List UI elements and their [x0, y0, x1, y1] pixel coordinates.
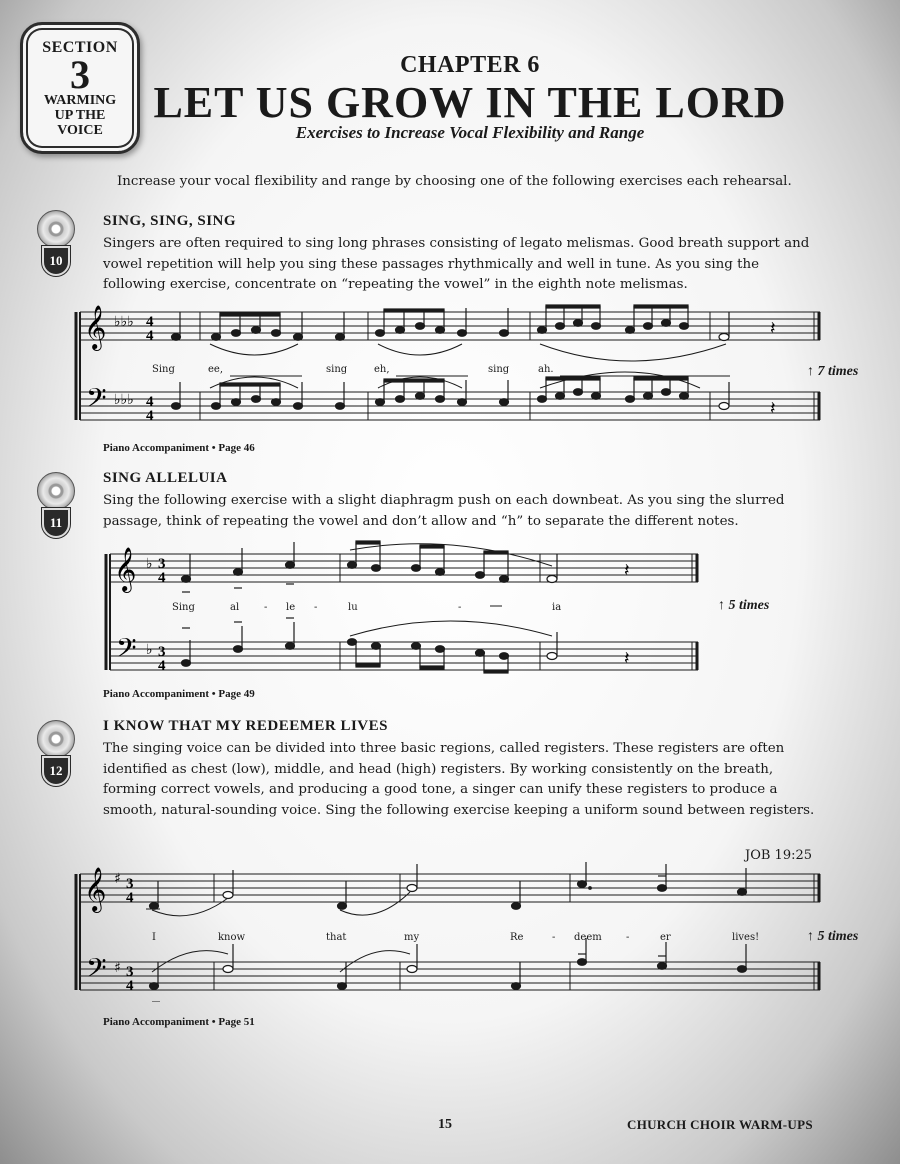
svg-text:4: 4: [126, 978, 134, 994]
intro-paragraph: Increase your vocal flexibility and range by choosing one of the following exercises each rehearsal.: [117, 174, 792, 189]
svg-text:3: 3: [126, 876, 134, 892]
section-label: SECTION: [42, 39, 118, 56]
repeat-text: 7 times: [817, 364, 859, 379]
svg-text:♯: ♯: [114, 960, 121, 976]
lyric: know: [218, 932, 246, 943]
lyric: sing: [326, 364, 348, 375]
book-title: CHURCH CHOIR WARM-UPS: [627, 1117, 813, 1132]
svg-text:4: 4: [146, 394, 154, 410]
svg-text:𝄢: 𝄢: [86, 952, 107, 990]
svg-text:𝄽: 𝄽: [624, 648, 630, 669]
section-badge: [20, 22, 140, 154]
chapter-label: CHAPTER 6: [400, 52, 540, 78]
cd-disc-icon: [37, 210, 75, 248]
track-number: 12: [42, 756, 70, 786]
lyric: lu: [348, 602, 358, 613]
svg-text:3: 3: [158, 644, 166, 660]
piano-accompaniment-ref: Piano Accompaniment • Page 51: [103, 1016, 255, 1028]
lyric: -: [626, 932, 630, 943]
svg-text:𝄽: 𝄽: [770, 318, 776, 339]
scripture-reference: JOB 19:25: [745, 848, 813, 863]
lyric: er: [660, 932, 671, 943]
exercise-title: SING, SING, SING: [103, 213, 237, 229]
lyric: Re: [510, 932, 524, 943]
lyric: lives!: [732, 932, 760, 943]
svg-text:4: 4: [146, 314, 154, 330]
svg-text:4: 4: [146, 408, 154, 424]
svg-text:𝄽: 𝄽: [770, 398, 776, 419]
section-name-line1: WARMING: [43, 93, 117, 108]
exercise-description: The singing voice can be divided into three basic regions, called registers. These registers are often identified as chest (low), middle, and head (high) registers. By working consistently on the breath, forming correct vowels, and producing a good tone, a singer can unify these registers to produce a smooth, natural-sounding voice. Sing the following exercise keeping a uniform sound between registers.: [103, 741, 815, 818]
music-score: [70, 300, 840, 435]
svg-text:𝄽: 𝄽: [624, 560, 630, 581]
lyric: Sing: [152, 364, 175, 375]
svg-text:𝄞: 𝄞: [84, 867, 107, 911]
lyric: -: [552, 932, 556, 943]
lyric: -: [264, 602, 268, 613]
svg-text:𝄢: 𝄢: [116, 632, 137, 670]
cd-track-icon[interactable]: [35, 472, 77, 542]
piano-accompaniment-ref: Piano Accompaniment • Page 49: [103, 688, 255, 700]
section-name-line3: VOICE: [57, 123, 103, 138]
lyric: al: [230, 602, 240, 613]
track-number: 11: [42, 508, 70, 538]
lyric: -: [458, 602, 462, 613]
lyric: ah.: [538, 364, 554, 375]
repeat-count: ↑ 7 times: [807, 364, 859, 379]
section-number: 3: [70, 52, 90, 97]
repeat-count: ↑ 5 times: [807, 929, 859, 944]
svg-text:4: 4: [126, 890, 134, 906]
svg-text:♭♭♭: ♭♭♭: [114, 314, 134, 330]
piano-accompaniment-ref: Piano Accompaniment • Page 46: [103, 442, 255, 454]
cd-track-icon[interactable]: [35, 720, 77, 790]
lyric: that: [326, 932, 347, 943]
lyric: -: [314, 602, 318, 613]
svg-text:𝄢: 𝄢: [86, 382, 107, 420]
lyric: deem: [574, 932, 602, 943]
svg-text:♭♭♭: ♭♭♭: [114, 392, 134, 408]
chapter-subtitle: Exercises to Increase Vocal Flexibility and Range: [295, 123, 645, 142]
svg-text:3: 3: [126, 964, 134, 980]
lyric: my: [404, 932, 420, 943]
repeat-count: ↑ 5 times: [718, 598, 770, 613]
lyric: ia: [552, 602, 562, 613]
svg-text:♯: ♯: [114, 871, 121, 887]
svg-text:♭: ♭: [146, 642, 153, 658]
lyric: eh,: [374, 364, 390, 375]
music-score: [100, 536, 710, 681]
lyric: Sing: [172, 602, 195, 613]
cd-track-icon[interactable]: [35, 210, 77, 280]
page-number: 15: [438, 1117, 452, 1132]
cd-disc-icon: [37, 472, 75, 510]
chapter-title: LET US GROW IN THE LORD: [153, 78, 787, 127]
section-name-line2: UP THE: [54, 108, 106, 123]
svg-text:𝄞: 𝄞: [114, 547, 137, 591]
exercise-title: SING ALLELUIA: [103, 470, 228, 486]
exercise-description: Sing the following exercise with a slight diaphragm push on each downbeat. As you sing the slurred passage, think of repeating the vowel and don’t allow and “h” to separate the different notes.: [103, 493, 785, 529]
repeat-text: 5 times: [817, 929, 859, 944]
track-number: 10: [42, 246, 70, 276]
lyric: I: [152, 932, 156, 943]
lyric: le: [286, 602, 296, 613]
svg-text:4: 4: [158, 658, 166, 674]
svg-text:♭: ♭: [146, 556, 153, 572]
svg-text:4: 4: [146, 328, 154, 344]
exercise-title: I KNOW THAT MY REDEEMER LIVES: [103, 718, 388, 734]
svg-text:𝄞: 𝄞: [84, 305, 107, 349]
svg-text:3: 3: [158, 556, 166, 572]
exercise-description: Singers are often required to sing long phrases consisting of legato melismas. Good breath support and vowel repetition will help you sing these passages rhythmically and well in tune. As you sing the following exercise, concentrate on “repeating the vowel” in the eighth note melismas.: [103, 236, 810, 292]
svg-text:4: 4: [158, 570, 166, 586]
repeat-text: 5 times: [728, 598, 770, 613]
cd-disc-icon: [37, 720, 75, 758]
lyric: ee,: [208, 364, 224, 375]
music-score: [70, 862, 840, 1002]
lyric: sing: [488, 364, 510, 375]
